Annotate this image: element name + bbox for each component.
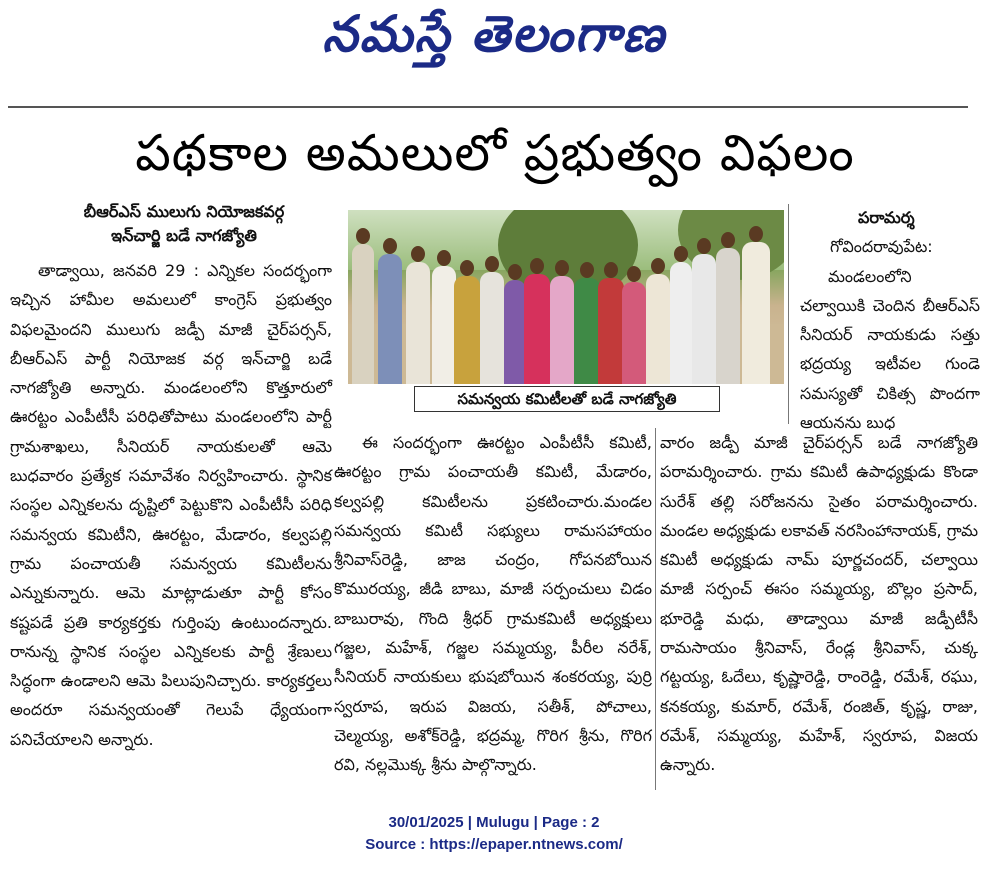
photo-person	[524, 274, 550, 384]
side-article-body-top: మండలంలోని చల్వాయికి చెందిన బీఆర్ఎస్ సీనియర్ నాయకుడు సత్తు భద్రయ్య ఇటీవల గుండె సమస్యతో చికిత్స పొందగా ఆయనను బుధ	[800, 266, 980, 433]
photo-person	[432, 266, 456, 384]
masthead-rule	[8, 106, 968, 108]
photo-person	[598, 278, 624, 384]
group-photo	[348, 210, 784, 384]
subhead-line-2: ఇన్‌చార్జి బడే నాగజ్యోతి	[111, 226, 257, 245]
photo-person	[670, 262, 692, 384]
photo-person	[692, 254, 716, 384]
side-article-body-bottom: వారం జడ్పీ మాజీ చైర్‌పర్సన్ బడే నాగజ్యోతి పరామర్శించారు. గ్రామ కమిటీ ఉపాధ్యక్షుడు కొండా సురేశ్ తల్లి సరోజనను సైతం పరామర్శించారు. మండల అధ్యక్షుడు లకావత్ నరసింహానాయక్, గ్రామ కమిటీ అధ్యక్షుడు నామ్ పూర్ణచందర్, చల్వాయి మాజీ సర్పంచ్ ఈసం సమ్మయ్య, బొల్లం ప్రసాద్, భూరెడ్డి మధు, తాడ్వాయి మాజీ జడ్పీటీసీ రామసాయం శ్రీనివాస్, రేండ్ల శ్రీనివాస్, చుక్క గట్టయ్య, ఓదేలు, కృష్ణారెడ్డి, రాంరెడ్డి, రమేశ్, రఘు, కనకయ్య, కుమార్, రమేశ్, రంజిత్, కృష్ణ, రాజు, రమేశ్, సమ్మయ్య, మహేశ్, స్వరూప, విజయ ఉన్నారు.	[660, 433, 978, 775]
newspaper-logo: నమస్తే తెలంగాణ	[322, 4, 666, 63]
side-article-top	[800, 203, 980, 437]
side-article-bottom	[660, 428, 978, 780]
article-column-left	[10, 256, 332, 754]
photo-person	[454, 276, 480, 384]
photo-person	[646, 274, 670, 384]
photo-person	[406, 262, 430, 384]
photo-person	[352, 244, 374, 384]
photo-person	[550, 276, 574, 384]
footer-source-line: Source : https://epaper.ntnews.com/	[365, 836, 623, 853]
side-article-place: గోవిందరావుపేట:	[830, 237, 933, 257]
photo-person	[742, 242, 770, 384]
photo-caption: సమన్వయ కమిటీలతో బడే నాగజ్యోతి	[414, 386, 720, 412]
column-divider	[788, 204, 789, 424]
subhead-line-1: బీఆర్ఎస్ ములుగు నియోజకవర్గ	[83, 202, 285, 221]
photo-person	[504, 280, 526, 384]
article-headline: పథకాల అమలులో ప్రభుత్వం విఫలం	[135, 124, 855, 182]
article-subhead	[44, 200, 324, 248]
column-divider	[655, 428, 656, 790]
masthead	[0, 0, 988, 100]
photo-person	[622, 282, 646, 384]
photo-person	[378, 254, 402, 384]
page-footer	[0, 812, 988, 856]
photo-person	[716, 248, 740, 384]
photo-person	[574, 278, 600, 384]
article-body-left: తాడ్వాయి, జనవరి 29 : ఎన్నికల సందర్భంగా ఇచ్చిన హామీల అమలులో కాంగ్రెస్ ప్రభుత్వం విఫలమైందని ములుగు జడ్పీ మాజీ చైర్‌పర్సన్, బీఆర్ఎస్ పార్టీ నియోజక వర్గ ఇన్‌చార్జి బడే నాగజ్యోతి అన్నారు. మండలంలోని కొత్తూరులో ఊరట్టం ఎంపీటీసీ పరిధితోపాటు మండలంలోని పార్టీ గ్రామశాఖలు, సీనియర్ నాయకులతో ఆమె బుధవారం ప్రత్యేక సమావేశం నిర్వహించారు. స్థానిక సంస్థల ఎన్నికలను దృష్టిలో పెట్టుకొని ఎంపీటీసీ పరిధి సమన్వయ కమిటీని, ఊరట్టం, మేడారం, కల్వపల్లి గ్రామ పంచాయతీ సమన్వయ కమిటీలను ఎన్నుకున్నారు. ఆమె మాట్లాడుతూ పార్టీ కోసం కష్టపడే ప్రతి కార్యకర్తకు గుర్తింపు ఉంటుందన్నారు. రానున్న స్థానిక సంస్థల ఎన్నికలకు పార్టీ శ్రేణులు సిద్ధంగా ఉండాలని ఆమె పిలుపునిచ్చారు. కార్యకర్తలు అందరూ సమన్వయంతో గెలుపే ధ్యేయంగా పనిచేయాలని అన్నారు.	[10, 261, 332, 749]
footer-date-line: 30/01/2025 | Mulugu | Page : 2	[388, 814, 600, 831]
article-body-middle: ఈ సందర్భంగా ఊరట్టం ఎంపీటీసీ కమిటీ, ఊరట్టం గ్రామ పంచాయతీ కమిటీ, మేడారం, కల్వపల్లి కమిటీలను ప్రకటించారు.మండల సమన్వయ కమిటీ సభ్యులు రామసహాయం శ్రీనివాస్‌రెడ్డి, జాజ చంద్రం, గోపనబోయిన కొమురయ్య, జీడి బాబు, మాజీ సర్పంచులు చిడం బాబురావు, గొంది శ్రీధర్ గ్రామకమిటీ అధ్యక్షులు గజ్జల, మహేశ్, గజ్జల సమ్మయ్య, పీరీల నరేశ్, సీనియర్ నాయకులు భుషబోయిన శంకరయ్య, పుర్రి స్వరూప, ఇరుప విజయ, సతీశ్, పోచాలు, చెల్మయ్య, అశోక్‌రెడ్డి, భద్రమ్మ, గొరిగ శ్రీను, గొరిగ రవి, నల్లమొక్క శ్రీను పాల్గొన్నారు.	[334, 433, 652, 775]
side-article-tag: పరామర్శ	[858, 208, 915, 227]
photo-person	[480, 272, 504, 384]
article-column-middle	[334, 428, 652, 780]
